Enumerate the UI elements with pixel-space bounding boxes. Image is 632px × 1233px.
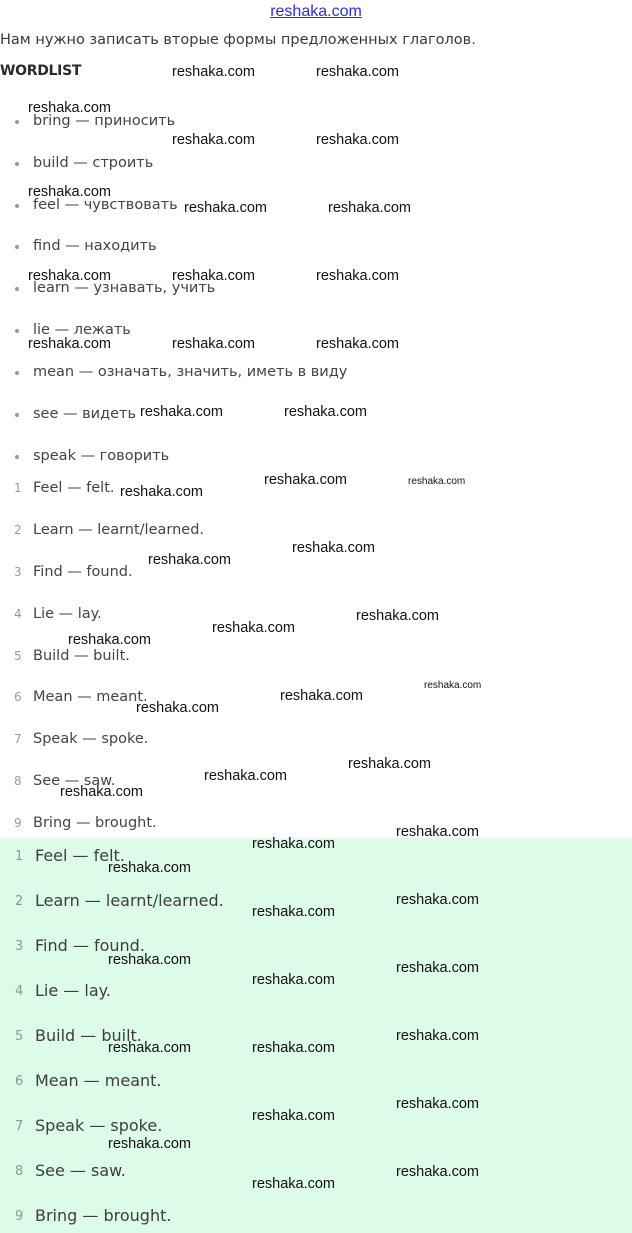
watermark: reshaka.com: [396, 1028, 480, 1044]
bullet-icon: [15, 162, 19, 166]
watermark: reshaka.com: [252, 1040, 336, 1056]
watermark: reshaka.com: [396, 1164, 480, 1180]
watermark: reshaka.com: [264, 472, 348, 488]
watermark: reshaka.com: [108, 860, 192, 876]
watermark: reshaka.com: [252, 836, 336, 852]
watermark: reshaka.com: [292, 540, 376, 556]
watermark: reshaka.com: [252, 1176, 336, 1192]
wordlist-heading: WORDLIST: [0, 63, 82, 79]
bullet-icon: [15, 287, 19, 291]
watermark: reshaka.com: [172, 132, 256, 148]
watermark: reshaka.com: [316, 64, 400, 80]
watermark: reshaka.com: [204, 768, 288, 784]
watermark: reshaka.com: [396, 892, 480, 908]
watermark: reshaka.com: [396, 824, 480, 840]
watermark: reshaka.com: [108, 952, 192, 968]
watermark: reshaka.com: [316, 336, 400, 352]
watermark: reshaka.com: [408, 476, 466, 487]
watermark: reshaka.com: [252, 1108, 336, 1124]
watermark: reshaka.com: [108, 1040, 192, 1056]
watermark: reshaka.com: [60, 784, 144, 800]
watermark: reshaka.com: [356, 608, 440, 624]
bullet-icon: [15, 371, 19, 375]
watermark: reshaka.com: [148, 552, 232, 568]
answer-box: 1 Feel — felt. 2 Learn — learnt/learned. 3 Find — found. 4 Lie — lay. 5 Build — built. 6 Mean — meant. 7 Speak — spoke. 8 See — saw. 9 Bring — brought.: [0, 838, 632, 1233]
watermark: reshaka.com: [28, 184, 112, 200]
watermark: reshaka.com: [184, 200, 268, 216]
bullet-icon: [15, 204, 19, 208]
watermark: reshaka.com: [212, 620, 296, 636]
bullet-icon: [15, 455, 19, 459]
watermark: reshaka.com: [424, 680, 482, 691]
watermark: reshaka.com: [108, 1136, 192, 1152]
watermark: reshaka.com: [316, 268, 400, 284]
bullet-icon: [15, 245, 19, 249]
bullet-icon: [15, 120, 19, 124]
watermark: reshaka.com: [396, 960, 480, 976]
watermark: reshaka.com: [172, 268, 256, 284]
watermark: reshaka.com: [396, 1096, 480, 1112]
watermark: reshaka.com: [68, 632, 152, 648]
watermark: reshaka.com: [172, 336, 256, 352]
site-link[interactable]: reshaka.com: [270, 3, 362, 20]
watermark: reshaka.com: [348, 756, 432, 772]
watermark: reshaka.com: [328, 200, 412, 216]
watermark: reshaka.com: [136, 700, 220, 716]
intro-text: Нам нужно записать вторые формы предложенных глаголов.: [0, 32, 476, 48]
bullet-icon: [15, 329, 19, 333]
watermark: reshaka.com: [316, 132, 400, 148]
watermark: reshaka.com: [252, 904, 336, 920]
watermark: reshaka.com: [284, 404, 368, 420]
watermark: reshaka.com: [28, 268, 112, 284]
watermark: reshaka.com: [280, 688, 364, 704]
watermark: reshaka.com: [28, 100, 112, 116]
watermark: reshaka.com: [140, 404, 224, 420]
watermark: reshaka.com: [120, 484, 204, 500]
watermark: reshaka.com: [252, 972, 336, 988]
watermark: reshaka.com: [28, 336, 112, 352]
watermark: reshaka.com: [172, 64, 256, 80]
bullet-icon: [15, 413, 19, 417]
